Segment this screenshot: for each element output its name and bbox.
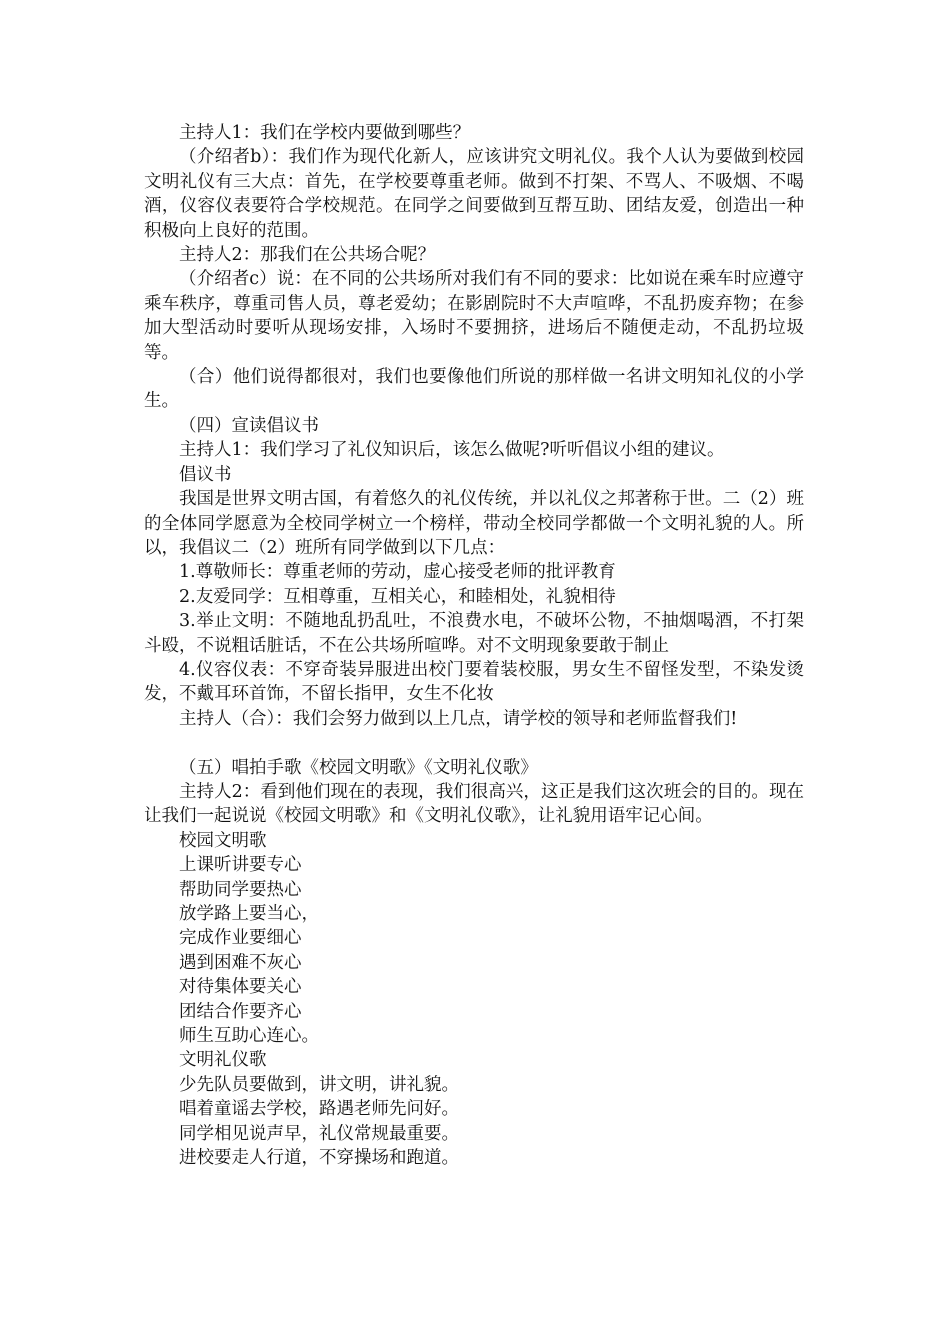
paragraph: 主持人1：我们在学校内要做到哪些？ [179,123,471,143]
song-line: 完成作业要细心 [179,928,302,949]
section-heading: （四）宣读倡议书 [179,415,319,436]
song-line: 唱着童谣去学校，路遇老师先问好。 [179,1099,459,1120]
song-line: 上课听讲要专心 [179,855,302,876]
proposal-title: 倡议书 [179,464,232,485]
song-line: 放学路上要当心， [179,903,319,924]
paragraph: 主持人（合）：我们会努力做到以上几点，请学校的领导和老师监督我们! [179,708,738,729]
paragraph: （合）他们说得都很对，我们也要像他们所说的那样做一名讲文明知礼仪的小学生。 [144,367,804,412]
proposal-item: 2.友爱同学：互相尊重，互相关心，和睦相处，礼貌相待 [179,586,616,607]
paragraph: （介绍者b）：我们作为现代化新人，应该讲究文明礼仪。我个人认为要做到校园文明礼仪有三大点：首先，在学校要尊重老师。做到不打架、不骂人、不吸烟、不喝酒，仪容仪表要符合学校规范。在同学之间要做到互帮互助、团结友爱，创造出一种积极向上良好的范围。 [144,147,804,241]
paragraph: 主持人2：看到他们现在的表现，我们很高兴，这正是我们这次班会的目的。现在让我们一起说说《校园文明歌》和《文明礼仪歌》，让礼貌用语牢记心间。 [144,781,804,827]
section-heading: （五）唱拍手歌《校园文明歌》《文明礼仪歌》 [179,757,538,778]
paragraph: 主持人1：我们学习了礼仪知识后，该怎么做呢?听听倡议小组的建议。 [179,440,725,461]
song-title: 文明礼仪歌 [179,1050,267,1071]
song-line: 师生互助心连心。 [179,1026,319,1047]
song-line: 帮助同学要热心 [179,879,302,900]
song-line: 同学相见说声早，礼仪常规最重要。 [179,1123,459,1144]
song-line: 对待集体要关心 [179,977,302,998]
proposal-item: 1.尊敬师长：尊重老师的劳动，虚心接受老师的批评教育 [179,562,616,583]
paragraph: （介绍者c）说：在不同的公共场所对我们有不同的要求：比如说在乘车时应遵守乘车秩序，尊重司售人员，尊老爱幼；在影剧院时不大声喧哗，不乱扔废弃物；在参加大型活动时要听从现场安排，入场时不要拥挤，进场后不随便走动，不乱扔垃圾等。 [144,269,804,363]
song-line: 少先队员要做到，讲文明，讲礼貌。 [179,1074,459,1095]
song-title: 校园文明歌 [179,830,267,851]
document-body [144,121,804,1170]
paragraph: 主持人2：那我们在公共场合呢？ [179,245,436,266]
paragraph: 我国是世界文明古国，有着悠久的礼仪传统，并以礼仪之邦著称于世。二（2）班的全体同学愿意为全校同学树立一个榜样，带动全校同学都做一个文明礼貌的人。所以，我倡议二（2）班所有同学做到以下几点： [144,489,804,558]
song-line: 进校要走人行道，不穿操场和跑道。 [179,1148,459,1169]
song-line: 遇到困难不灰心 [179,952,302,973]
proposal-item: 4.仪容仪表：不穿奇装异服进出校门要着装校服，男女生不留怪发型，不染发烫发，不戴耳环首饰，不留长指甲，女生不化妆 [144,659,804,705]
blank-line [144,731,804,755]
song-line: 团结合作要齐心 [179,1001,302,1022]
proposal-item: 3.举止文明：不随地乱扔乱吐，不浪费水电，不破坏公物，不抽烟喝酒，不打架斗殴，不说粗话脏话，不在公共场所喧哗。对不文明现象要敢于制止 [144,611,804,656]
